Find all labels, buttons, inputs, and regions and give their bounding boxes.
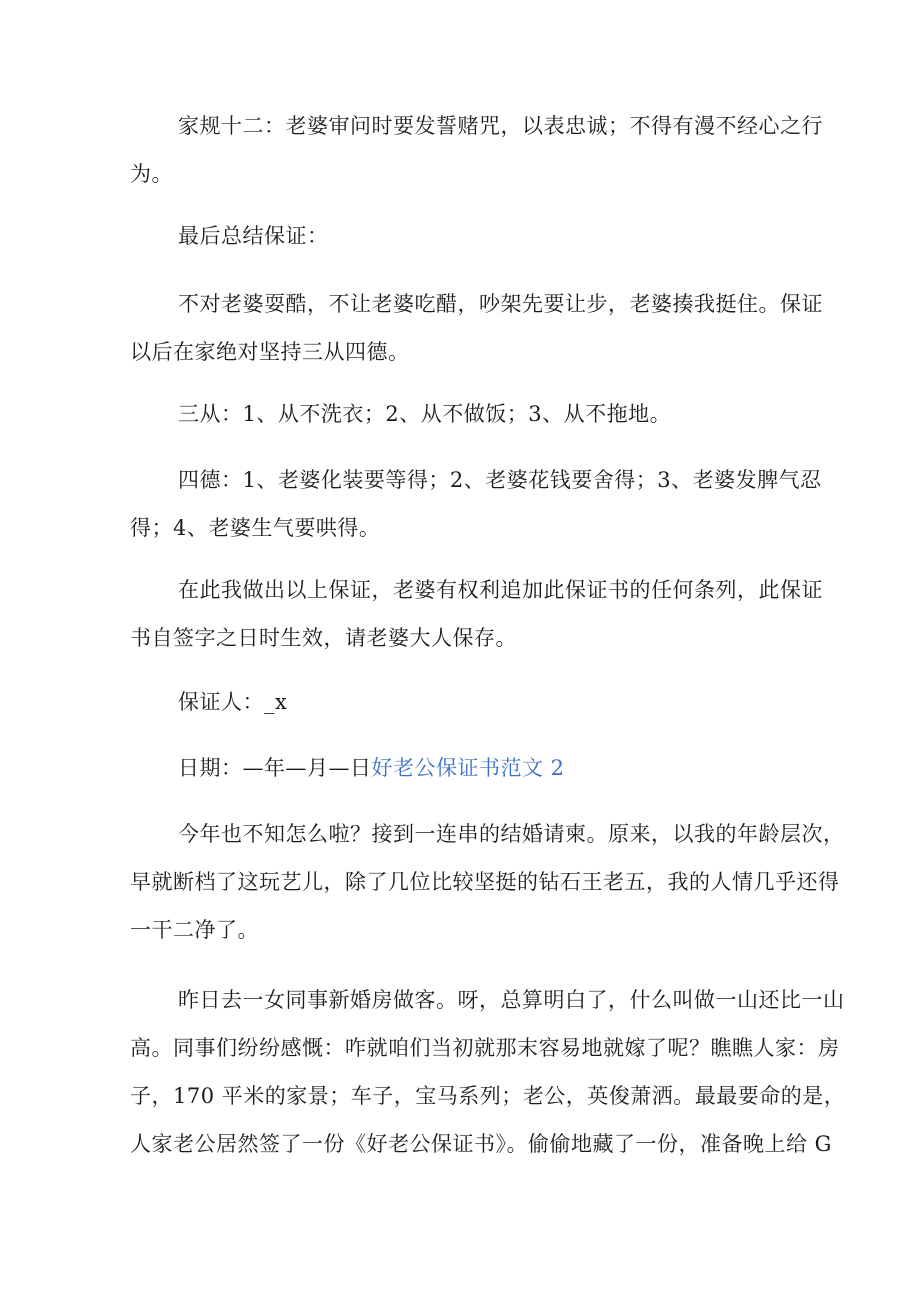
pledge-line2: 以后在家绝对坚持三从四德。 bbox=[130, 340, 410, 364]
three-obediences: 三从：1、从不洗衣；2、从不做饭；3、从不拖地。 bbox=[178, 402, 672, 426]
date-line bbox=[178, 754, 565, 782]
guarantor-line: 保证人：_x bbox=[178, 690, 288, 714]
story-p2-line4: 人家老公居然签了一份《好老公保证书》。偷偷地藏了一份，准备晚上给 G bbox=[130, 1132, 832, 1156]
section-title-link[interactable]: 好老公保证书范文 2 bbox=[371, 756, 565, 780]
story-p1-line1: 今年也不知怎么啦？接到一连串的结婚请柬。原来，以我的年龄层次， bbox=[178, 822, 845, 846]
four-virtues-line1: 四德：1、老婆化装要等得；2、老婆花钱要舍得；3、老婆发脾气忍 bbox=[178, 468, 822, 492]
story-p1-line3: 一干二净了。 bbox=[130, 918, 259, 942]
story-p2-line1: 昨日去一女同事新婚房做客。呀，总算明白了，什么叫做一山还比一山 bbox=[178, 988, 845, 1012]
declaration-line2: 书自签字之日时生效，请老婆大人保存。 bbox=[130, 626, 517, 650]
rule12-line1: 家规十二：老婆审问时要发誓赌咒，以表忠诚；不得有漫不经心之行 bbox=[178, 114, 823, 138]
story-p1-line2: 早就断档了这玩艺儿，除了几位比较坚挺的钻石王老五，我的人情几乎还得 bbox=[130, 870, 840, 894]
declaration-line1: 在此我做出以上保证，老婆有权利追加此保证书的任何条列，此保证 bbox=[178, 578, 823, 602]
summary-heading: 最后总结保证： bbox=[178, 224, 329, 248]
date-label: 日期：—年—月—日 bbox=[178, 756, 372, 780]
pledge-line1: 不对老婆耍酷，不让老婆吃醋，吵架先要让步，老婆揍我挺住。保证 bbox=[178, 292, 823, 316]
four-virtues-line2: 得；4、老婆生气要哄得。 bbox=[130, 516, 381, 540]
rule12-line2: 为。 bbox=[130, 162, 173, 186]
story-p2-line2: 高。同事们纷纷感慨：咋就咱们当初就那末容易地就嫁了呢？瞧瞧人家：房 bbox=[130, 1036, 840, 1060]
story-p2-line3: 子，170 平米的家景；车子，宝马系列；老公，英俊萧洒。最最要命的是， bbox=[130, 1084, 846, 1108]
